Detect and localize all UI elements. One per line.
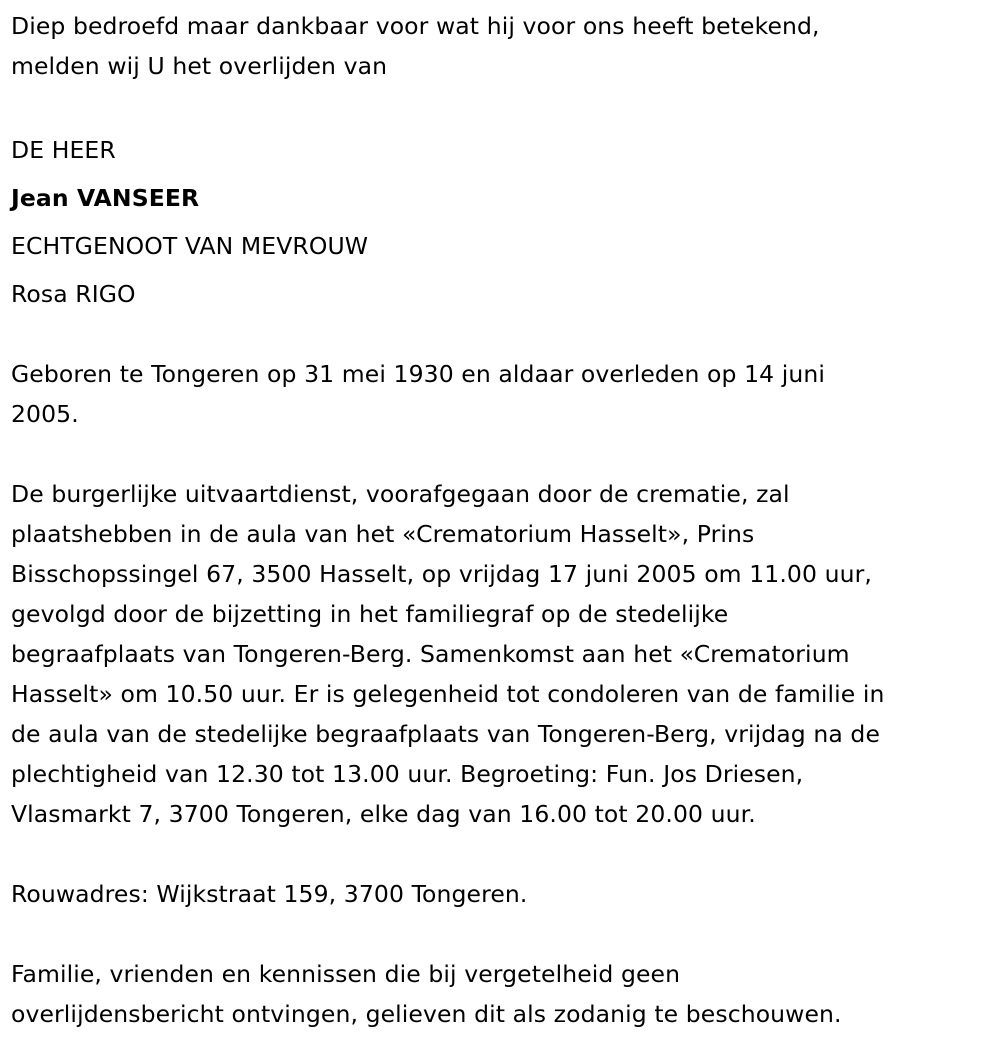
service-line: plaatshebben in de aula van het «Crematorium Hasselt», Prins: [11, 520, 755, 548]
obituary-notice: [11, 6, 996, 1034]
service-line: Bisschopssingel 67, 3500 Hasselt, op vrijdag 17 juni 2005 om 11.00 uur,: [11, 560, 872, 588]
intro-line: melden wij U het overlijden van: [11, 52, 388, 80]
service-line: De burgerlijke uitvaartdienst, voorafgegaan door de crematie, zal: [11, 480, 790, 508]
birth-death-paragraph: [11, 354, 996, 434]
deceased-block: [11, 126, 996, 318]
service-line: begraafplaats van Tongeren-Berg. Samenkomst aan het «Crematorium: [11, 640, 850, 668]
family-note-paragraph: [11, 954, 996, 1034]
service-paragraph: [11, 474, 996, 834]
service-line: gevolgd door de bijzetting in het familiegraf op de stedelijke: [11, 600, 729, 628]
family-note-line: overlijdensbericht ontvingen, gelieven dit als zodanig te beschouwen.: [11, 1000, 842, 1028]
service-line: de aula van de stedelijke begraafplaats van Tongeren-Berg, vrijdag na de: [11, 720, 881, 748]
mourning-address-paragraph: [11, 874, 996, 914]
service-line: Vlasmarkt 7, 3700 Tongeren, elke dag van 16.00 tot 20.00 uur.: [11, 800, 756, 828]
service-line: plechtigheid van 12.30 tot 13.00 uur. Begroeting: Fun. Jos Driesen,: [11, 760, 804, 788]
birth-death-line: 2005.: [11, 400, 79, 428]
deceased-relation: ECHTGENOOT VAN MEVROUW: [11, 232, 369, 260]
intro-paragraph: [11, 6, 996, 86]
family-note-line: Familie, vrienden en kennissen die bij vergetelheid geen: [11, 960, 681, 988]
deceased-title: DE HEER: [11, 136, 116, 164]
spouse-name: Rosa RIGO: [11, 280, 136, 308]
deceased-name: Jean VANSEER: [11, 184, 200, 212]
mourning-address: Rouwadres: Wijkstraat 159, 3700 Tongeren.: [11, 880, 528, 908]
birth-death-line: Geboren te Tongeren op 31 mei 1930 en aldaar overleden op 14 juni: [11, 360, 826, 388]
intro-line: Diep bedroefd maar dankbaar voor wat hij voor ons heeft betekend,: [11, 12, 820, 40]
service-line: Hasselt» om 10.50 uur. Er is gelegenheid tot condoleren van de familie in: [11, 680, 885, 708]
